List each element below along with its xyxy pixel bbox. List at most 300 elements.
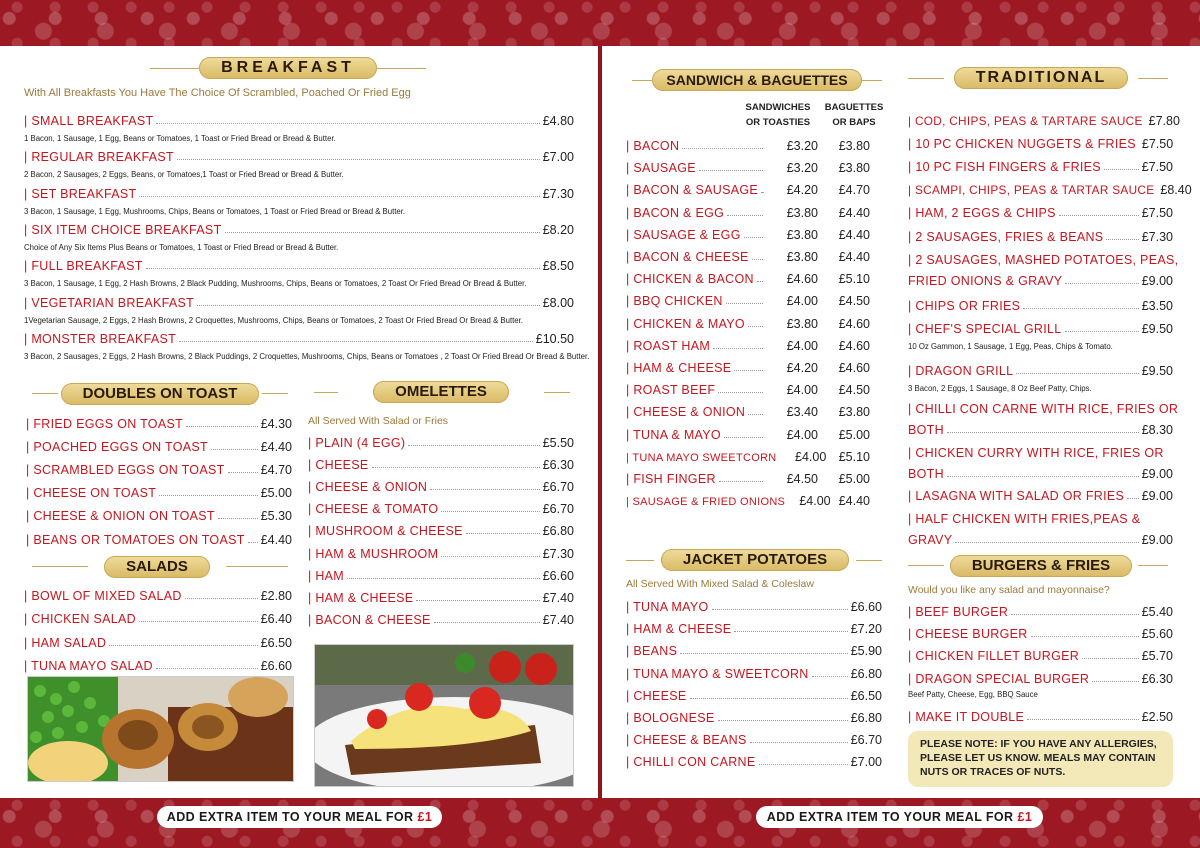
menu-item-row: [908, 110, 1180, 128]
dotted-leader: [712, 609, 848, 610]
top-decorative-band: [0, 0, 1200, 46]
menu-item-name-cont: BOTH: [908, 467, 944, 481]
menu-item-name: | REGULAR BREAKFAST: [24, 150, 174, 164]
menu-item-row: [626, 707, 882, 725]
dotted-leader: [1065, 283, 1138, 284]
sandwich-price: £4.20: [786, 361, 818, 375]
dotted-leader: [1059, 215, 1139, 216]
menu-item-price: £9.50: [1141, 364, 1173, 378]
sandwich-price: £3.40: [786, 405, 818, 420]
dotted-leader: [718, 392, 763, 393]
jacket-title: JACKET POTATOES: [654, 549, 856, 571]
menu-item-row: [908, 360, 1173, 378]
menu-item-row: [908, 202, 1173, 220]
baguette-price: £4.60: [838, 338, 870, 353]
menu-item-price: £6.80: [542, 524, 574, 539]
title-rule: [372, 68, 426, 69]
dotted-leader: [197, 305, 540, 306]
sandwich-price: £4.00: [795, 449, 827, 464]
menu-item-price: £8.30: [1141, 423, 1173, 437]
menu-item-price: £4.70: [260, 463, 292, 478]
menu-item-price: £7.30: [1141, 230, 1173, 244]
dotted-leader: [177, 159, 540, 160]
menu-item-row: [26, 482, 292, 500]
menu-item-row: [26, 529, 292, 547]
menu-item-name: | BEEF BURGER: [908, 605, 1008, 619]
menu-item-row: [626, 685, 882, 703]
menu-item-price: £7.40: [542, 612, 574, 627]
dotted-leader: [1104, 169, 1139, 170]
dotted-leader: [690, 698, 848, 699]
menu-item-row: [26, 459, 292, 477]
menu-item-price: £8.50: [542, 259, 574, 274]
sandwich-price: £4.00: [786, 338, 818, 353]
menu-item-name: | CHEESE & TOMATO: [308, 502, 438, 516]
menu-item-row: [626, 313, 870, 331]
menu-item-name: | TUNA MAYO & SWEETCORN: [626, 667, 809, 681]
menu-item-price: £5.30: [260, 509, 292, 524]
menu-item-row: [26, 505, 292, 523]
dotted-leader: [248, 542, 258, 543]
dotted-leader: [441, 511, 539, 512]
menu-item-price: £4.80: [542, 114, 574, 128]
title-rule: [32, 566, 88, 567]
menu-item-row: [908, 398, 1179, 416]
menu-item-row: [308, 476, 574, 494]
menu-item-name-cont: FRIED ONIONS & GRAVY: [908, 274, 1063, 288]
sandwich-price: £4.00: [799, 494, 831, 509]
menu-item-row: [24, 632, 292, 650]
menu-item-name: | FISH FINGER: [626, 472, 716, 486]
traditional-title: TRADITIONAL: [944, 67, 1138, 89]
dotted-leader: [434, 622, 540, 623]
menu-item-name: | MAKE IT DOUBLE: [908, 710, 1024, 724]
sandwich-title: SANDWICH & BAGUETTES: [654, 69, 860, 91]
menu-item-name: | TUNA MAYO SWEETCORN: [626, 452, 777, 464]
baguette-price: £3.80: [838, 405, 870, 420]
dotted-leader: [228, 472, 258, 473]
dotted-leader: [724, 437, 763, 438]
menu-item-row: [308, 609, 574, 627]
menu-item-price: £6.80: [850, 666, 882, 681]
menu-item-name: | CHEESE: [626, 689, 687, 703]
menu-item-row: [24, 255, 574, 273]
menu-item-description: 1Vegetarian Sausage, 2 Eggs, 2 Hash Browns, 2 Croquettes, Mushrooms, Chips, Beans or Tomatoes, 2 Toast Or Fried Bread Or Bread & Butter.: [24, 315, 523, 325]
menu-item-description: 3 Bacon, 1 Sausage, 1 Egg, 2 Hash Browns, 2 Black Pudding, Mushrooms, Chips, Beans or Tomatoes, 2 Toast Or Fried Bread Or Bread & Butter.: [24, 279, 527, 289]
menu-item-price: £6.80: [850, 711, 882, 725]
menu-item-name: | HAM: [308, 569, 344, 583]
menu-item-name: | CHICKEN & BACON: [626, 272, 754, 286]
dotted-leader: [752, 259, 763, 260]
menu-item-price: £2.80: [260, 589, 292, 603]
jacket-note: All Served With Mixed Salad & Coleslaw: [626, 578, 814, 590]
menu-item-price: £7.50: [1141, 160, 1173, 174]
menu-item-price: £4.40: [260, 440, 292, 455]
menu-item-row: [908, 226, 1173, 244]
menu-item-row: [908, 623, 1173, 641]
baguette-price: £3.80: [838, 161, 870, 176]
baguette-price: £4.50: [838, 294, 870, 309]
menu-item-name: | HAM, 2 EGGS & CHIPS: [908, 206, 1056, 220]
baguette-price: £4.40: [838, 250, 870, 264]
menu-item-name: | 2 SAUSAGES, MASHED POTATOES, PEAS,: [908, 253, 1178, 267]
menu-item-name: | FULL BREAKFAST: [24, 259, 143, 273]
menu-item-name: | POACHED EGGS ON TOAST: [26, 440, 208, 454]
menu-item-price: £6.60: [850, 600, 882, 614]
menu-item-name: | CHICKEN FILLET BURGER: [908, 649, 1079, 663]
dotted-leader: [146, 268, 540, 269]
doubles-title: DOUBLES ON TOAST: [58, 383, 262, 405]
menu-item-price: £9.50: [1141, 322, 1173, 336]
menu-item-name: | SMALL BREAKFAST: [24, 114, 153, 128]
omelettes-note: All Served With Salad or Fries: [308, 415, 449, 427]
title-rule: [1138, 78, 1168, 79]
menu-item-price: £4.40: [260, 532, 292, 547]
menu-item-name: | BEANS OR TOMATOES ON TOAST: [26, 533, 245, 547]
dotted-leader: [211, 449, 258, 450]
menu-item-price: £7.00: [850, 755, 882, 770]
menu-item-row: [908, 156, 1173, 174]
menu-item-name: | 10 PC FISH FINGERS & FRIES: [908, 160, 1101, 174]
title-rule: [314, 392, 338, 393]
menu-item-name: | SAUSAGE & EGG: [626, 228, 741, 242]
menu-item-name: | BOWL OF MIXED SALAD: [24, 589, 182, 603]
menu-item-name: | SET BREAKFAST: [24, 187, 136, 201]
menu-item-row: [626, 401, 870, 419]
menu-item-name: | BACON & EGG: [626, 206, 724, 220]
dotted-leader: [1065, 331, 1139, 332]
menu-item-price: £6.60: [260, 658, 292, 673]
menu-item-name: | SAUSAGE & FRIED ONIONS: [626, 496, 785, 508]
allergy-notice: PLEASE NOTE: IF YOU HAVE ANY ALLERGIES, PLEASE LET US KNOW. MEALS MAY CONTAIN NUTS OR TRACES OF NUTS.: [908, 731, 1173, 787]
menu-item-row: [626, 751, 882, 769]
baguette-price: £5.00: [838, 427, 870, 442]
menu-item-row: [24, 585, 292, 603]
menu-item-price: £6.70: [542, 480, 574, 495]
title-rule: [1138, 565, 1168, 566]
menu-item-row: [308, 498, 574, 516]
menu-item-name: | CHEESE: [308, 458, 369, 472]
menu-item-row: [908, 442, 1173, 460]
baguette-price: £5.10: [838, 272, 870, 287]
menu-item-row: [626, 357, 870, 375]
dotted-leader: [682, 148, 763, 149]
dotted-leader: [1127, 498, 1139, 499]
menu-item-name: | BBQ CHICKEN: [626, 294, 723, 308]
menu-item-description: 3 Bacon, 2 Eggs, 1 Sausage, 8 Oz Beef Patty, Chips.: [908, 384, 1092, 393]
dotted-leader: [750, 742, 848, 743]
menu-item-name: | DRAGON GRILL: [908, 364, 1013, 378]
baguette-price: £4.40: [838, 494, 870, 509]
baguette-price: £4.60: [838, 361, 870, 375]
sandwich-price: £4.60: [786, 272, 818, 287]
menu-item-name: | ROAST BEEF: [626, 383, 715, 397]
menu-item-row: [626, 268, 870, 286]
menu-item-price: £9.00: [1141, 274, 1173, 288]
menu-item-row: [908, 485, 1173, 503]
menu-item-name: | PLAIN (4 EGG): [308, 436, 405, 450]
menu-item-row: [908, 508, 1173, 526]
menu-item-price: £6.30: [542, 458, 574, 473]
menu-item-row: [24, 328, 574, 346]
sandwich-price: £3.80: [786, 250, 818, 264]
menu-item-name: | LASAGNA WITH SALAD OR FRIES: [908, 489, 1124, 503]
menu-item-row: [908, 706, 1173, 724]
menu-item-row: [626, 468, 870, 486]
menu-item-row: [626, 335, 870, 353]
menu-item-price: £9.00: [1141, 533, 1173, 547]
menu-item-name: | HAM SALAD: [24, 636, 106, 650]
menu-item-name: | CHICKEN & MAYO: [626, 317, 745, 331]
menu-item-price: £7.50: [1141, 137, 1174, 151]
dotted-leader: [761, 192, 763, 193]
extra-item-banner-left: ADD EXTRA ITEM TO YOUR MEAL FOR £1: [157, 806, 442, 828]
dotted-leader: [225, 232, 540, 233]
dotted-leader: [734, 631, 847, 632]
extra-item-banner-right: ADD EXTRA ITEM TO YOUR MEAL FOR £1: [756, 806, 1043, 828]
menu-item-name: | 2 SAUSAGES, FRIES & BEANS: [908, 230, 1103, 244]
dotted-leader: [1106, 239, 1138, 240]
baguette-price: £4.70: [838, 183, 870, 198]
menu-item-name: | CHEESE & BEANS: [626, 733, 747, 747]
dotted-leader: [179, 341, 533, 342]
menu-item-name-cont: GRAVY: [908, 533, 953, 547]
sandwich-price: £4.50: [786, 472, 818, 486]
menu-item-name: | HAM & MUSHROOM: [308, 547, 438, 561]
menu-item-row: [308, 543, 574, 561]
menu-item-name: | CHICKEN CURRY WITH RICE, FRIES OR: [908, 446, 1164, 460]
menu-item-price: £7.20: [850, 622, 882, 637]
menu-item-price: £5.70: [1141, 649, 1173, 663]
menu-item-price: £5.40: [1141, 605, 1173, 619]
menu-item-price: £7.50: [1141, 206, 1173, 220]
dotted-leader: [680, 653, 848, 654]
menu-item-price: £6.60: [542, 568, 574, 583]
menu-item-name: | CHEESE BURGER: [908, 627, 1028, 641]
menu-item-price: £10.50: [535, 331, 574, 346]
menu-item-row: [626, 224, 870, 242]
burgers-title: BURGERS & FRIES: [944, 555, 1138, 577]
dotted-leader: [186, 426, 258, 427]
sandwich-price: £4.00: [786, 427, 818, 442]
menu-item-description: 2 Bacon, 2 Sausages, 2 Eggs, Beans, or Tomatoes,1 Toast or Fried Bread or Bread & Butter.: [24, 170, 344, 180]
menu-item-name: | VEGETARIAN BREAKFAST: [24, 296, 194, 310]
menu-item-name: | CHIPS OR FRIES: [908, 299, 1020, 313]
menu-item-row: [626, 618, 882, 636]
menu-item-row: [626, 157, 870, 175]
menu-item-row: [626, 729, 882, 747]
menu-item-name: | MONSTER BREAKFAST: [24, 332, 176, 346]
menu-item-description: 10 Oz Gammon, 1 Sausage, 1 Egg, Peas, Chips & Tomato.: [908, 342, 1113, 351]
dotted-leader: [218, 518, 258, 519]
menu-item-name: | FRIED EGGS ON TOAST: [26, 417, 183, 431]
menu-item-price: £5.50: [542, 436, 574, 450]
menu-item-price: £4.30: [260, 417, 292, 431]
menu-item-row: [308, 454, 574, 472]
omelettes-title: OMELETTES: [338, 381, 544, 403]
menu-item-name: | DRAGON SPECIAL BURGER: [908, 672, 1089, 686]
menu-item-row: [908, 270, 1173, 288]
menu-item-row: [308, 432, 574, 450]
menu-item-row: [24, 146, 574, 164]
menu-item-row: [908, 179, 1192, 197]
menu-item-row: [24, 219, 574, 237]
menu-item-price: £5.00: [260, 486, 292, 501]
title-rule: [856, 560, 882, 561]
menu-item-row: [626, 424, 870, 442]
sandwich-price: £3.80: [786, 316, 818, 331]
menu-item-description: Beef Patty, Cheese, Egg, BBQ Sauce: [908, 690, 1038, 699]
sandwich-price: £4.00: [786, 383, 818, 398]
roast-dinner-photo: [27, 676, 294, 782]
menu-item-row: [626, 246, 870, 264]
title-rule: [262, 393, 288, 394]
dotted-leader: [955, 542, 1138, 543]
dotted-leader: [1031, 636, 1139, 637]
menu-item-row: [908, 529, 1173, 547]
menu-item-price: £3.50: [1141, 299, 1173, 313]
sandwich-price: £4.00: [786, 294, 818, 309]
menu-item-name: | CHEESE & ONION: [308, 480, 427, 494]
menu-item-price: £7.00: [542, 150, 574, 165]
dotted-leader: [408, 445, 539, 446]
baguette-price: £5.00: [838, 472, 870, 486]
menu-item-row: [908, 249, 1179, 267]
dotted-leader: [372, 467, 540, 468]
menu-item-row: [24, 110, 574, 128]
menu-item-price: £6.40: [260, 612, 292, 627]
title-rule: [32, 393, 58, 394]
dotted-leader: [1027, 719, 1139, 720]
dotted-leader: [430, 489, 540, 490]
dotted-leader: [699, 170, 763, 171]
dotted-leader: [156, 668, 258, 669]
sandwiches-column-header: SANDWICHES OR TOASTIES: [745, 102, 811, 128]
baguette-price: £4.40: [838, 227, 870, 242]
menu-item-name: | 10 PC CHICKEN NUGGETS & FRIES: [908, 137, 1136, 151]
menu-item-price: £9.00: [1141, 489, 1173, 503]
menu-item-price: £7.40: [542, 590, 574, 605]
menu-item-name: | BACON & CHEESE: [308, 613, 431, 627]
menu-item-name: | MUSHROOM & CHEESE: [308, 524, 463, 538]
menu-item-row: [626, 446, 870, 464]
menu-item-row: [626, 490, 870, 508]
title-rule: [908, 78, 944, 79]
dotted-leader: [726, 303, 763, 304]
baguette-price: £4.40: [838, 205, 870, 220]
menu-item-row: [626, 379, 870, 397]
menu-item-name-cont: BOTH: [908, 423, 944, 437]
menu-item-description: 1 Bacon, 1 Sausage, 1 Egg, Beans or Tomatoes, 1 Toast or Fried Bread or Bread & Butter.: [24, 134, 336, 143]
title-rule: [860, 80, 882, 81]
menu-item-row: [908, 601, 1173, 619]
breakfast-title: BREAKFAST: [204, 57, 372, 79]
menu-item-row: [908, 645, 1173, 663]
menu-item-row: [626, 596, 882, 614]
dotted-leader: [1016, 373, 1138, 374]
dotted-leader: [757, 281, 763, 282]
menu-item-row: [908, 295, 1173, 313]
sandwich-price: £3.20: [786, 139, 818, 153]
menu-item-row: [308, 587, 574, 605]
dotted-leader: [139, 196, 539, 197]
menu-item-name: | CHEESE & ONION: [626, 405, 745, 419]
menu-item-row: [308, 520, 574, 538]
baguettes-column-header: BAGUETTES OR BAPS: [824, 102, 884, 128]
dotted-leader: [139, 621, 258, 622]
baguette-price: £4.50: [838, 383, 870, 398]
menu-item-price: £8.00: [542, 295, 574, 310]
menu-item-price: £6.50: [850, 688, 882, 703]
sandwich-price: £3.20: [786, 161, 818, 176]
dotted-leader: [947, 476, 1139, 477]
menu-item-name: | BACON & CHEESE: [626, 250, 749, 264]
menu-item-price: £5.90: [850, 644, 882, 659]
menu-item-name: | CHEESE ON TOAST: [26, 486, 156, 500]
menu-item-name: | CHEF'S SPECIAL GRILL: [908, 322, 1062, 336]
menu-item-row: [908, 463, 1173, 481]
burgers-note: Would you like any salad and mayonnaise?: [908, 584, 1110, 596]
menu-item-name: | HAM & CHEESE: [626, 622, 731, 636]
dotted-leader: [947, 432, 1139, 433]
menu-item-name: | CHILLI CON CARNE: [626, 755, 756, 769]
menu-item-name: | TUNA MAYO SALAD: [24, 659, 153, 673]
menu-item-row: [908, 318, 1173, 336]
sandwich-price: £3.80: [786, 227, 818, 242]
menu-item-row: [24, 292, 574, 310]
breakfast-subtitle: With All Breakfasts You Have The Choice Of Scrambled, Poached Or Fried Egg: [24, 87, 411, 99]
dotted-leader: [1023, 308, 1138, 309]
dotted-leader: [1011, 614, 1138, 615]
menu-item-description: Choice of Any Six Items Plus Beans or Tomatoes, 1 Toast or Fried Bread or Bread & Butter.: [24, 242, 339, 252]
dotted-leader: [347, 578, 540, 579]
menu-item-row: [908, 419, 1173, 437]
dotted-leader: [156, 123, 539, 124]
menu-item-price: £6.30: [1141, 672, 1173, 686]
menu-item-row: [626, 135, 870, 153]
menu-item-name: | HAM & CHEESE: [308, 591, 413, 605]
menu-item-row: [26, 436, 292, 454]
menu-item-row: [626, 640, 882, 658]
menu-item-name: | CHICKEN SALAD: [24, 612, 136, 626]
dotted-leader: [185, 598, 258, 599]
menu-item-price: £8.40: [1160, 183, 1192, 197]
menu-item-price: £7.80: [1148, 114, 1180, 128]
menu-item-price: £8.20: [542, 222, 574, 237]
menu-item-name: | HALF CHICKEN WITH FRIES,PEAS &: [908, 512, 1140, 526]
menu-item-price: £6.70: [542, 502, 574, 517]
menu-item-name: | SCRAMBLED EGGS ON TOAST: [26, 463, 225, 477]
menu-item-price: £6.70: [850, 733, 882, 748]
menu-item-row: [24, 183, 574, 201]
title-rule: [908, 565, 944, 566]
dotted-leader: [748, 414, 763, 415]
title-rule: [626, 560, 654, 561]
dotted-leader: [1082, 658, 1139, 659]
scrambled-eggs-photo: [314, 644, 574, 787]
menu-item-name: | HAM & CHEESE: [626, 361, 731, 375]
menu-item-price: £7.30: [542, 186, 574, 201]
dotted-leader: [441, 556, 539, 557]
menu-item-row: [24, 655, 292, 673]
dotted-leader: [109, 645, 257, 646]
menu-item-name: | BACON & SAUSAGE: [626, 183, 758, 197]
menu-item-name: | BACON: [626, 139, 679, 153]
baguette-price: £5.10: [838, 449, 870, 464]
dotted-leader: [718, 720, 848, 721]
dotted-leader: [1092, 681, 1138, 682]
title-rule: [632, 80, 654, 81]
